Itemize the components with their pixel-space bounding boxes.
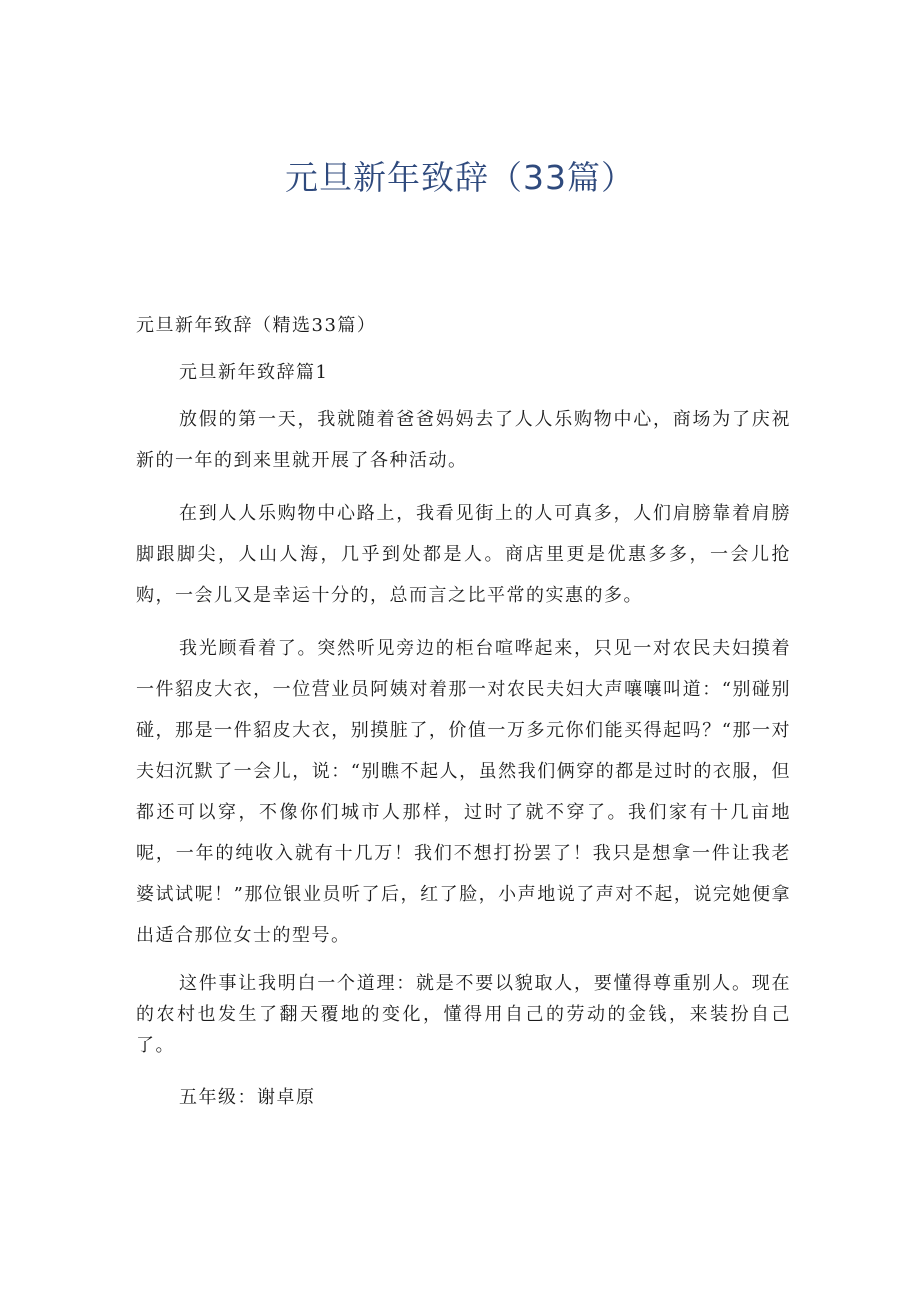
signature: 五年级：谢卓原 bbox=[179, 1087, 316, 1108]
document-body bbox=[136, 305, 791, 1118]
paragraph-1: 放假的第一天，我就随着爸爸妈妈去了人人乐购物中心，商场为了庆祝新的一年的到来里就开展了各种活动。 bbox=[136, 409, 791, 471]
section-heading: 元旦新年致辞篇1 bbox=[179, 362, 329, 383]
page-title: 元旦新年致辞（33篇） bbox=[285, 158, 635, 197]
paragraph-4: 这件事让我明白一个道理：就是不要以貌取人，要懂得尊重别人。现在的农村也发生了翻天覆地的变化，懂得用自己的劳动的金钱，来装扮自己了。 bbox=[136, 973, 791, 1056]
paragraph-2: 在到人人乐购物中心路上，我看见街上的人可真多，人们肩膀靠着肩膀脚跟脚尖，人山人海，几乎到处都是人。商店里更是优惠多多，一会儿抢购，一会儿又是幸运十分的，总而言之比平常的实惠的多。 bbox=[136, 503, 791, 606]
paragraph-3: 我光顾看着了。突然听见旁边的柜台喧哗起来，只见一对农民夫妇摸着一件貂皮大衣，一位营业员阿姨对着那一对农民夫妇大声嚷嚷叫道：“别碰别碰，那是一件貂皮大衣，别摸脏了，价值一万多元你们能买得起吗？“那一对夫妇沉默了一会儿，说：“别瞧不起人，虽然我们俩穿的都是过时的衣服，但都还可以穿，不像你们城市人那样，过时了就不穿了。我们家有十几亩地呢，一年的纯收入就有十几万！我们不想打扮罢了！我只是想拿一件让我老婆试试呢！”那位银业员听了后，红了脸，小声地说了声对不起，说完她便拿出适合那位女士的型号。 bbox=[136, 638, 791, 946]
document-subtitle: 元旦新年致辞（精选33篇） bbox=[136, 315, 377, 336]
